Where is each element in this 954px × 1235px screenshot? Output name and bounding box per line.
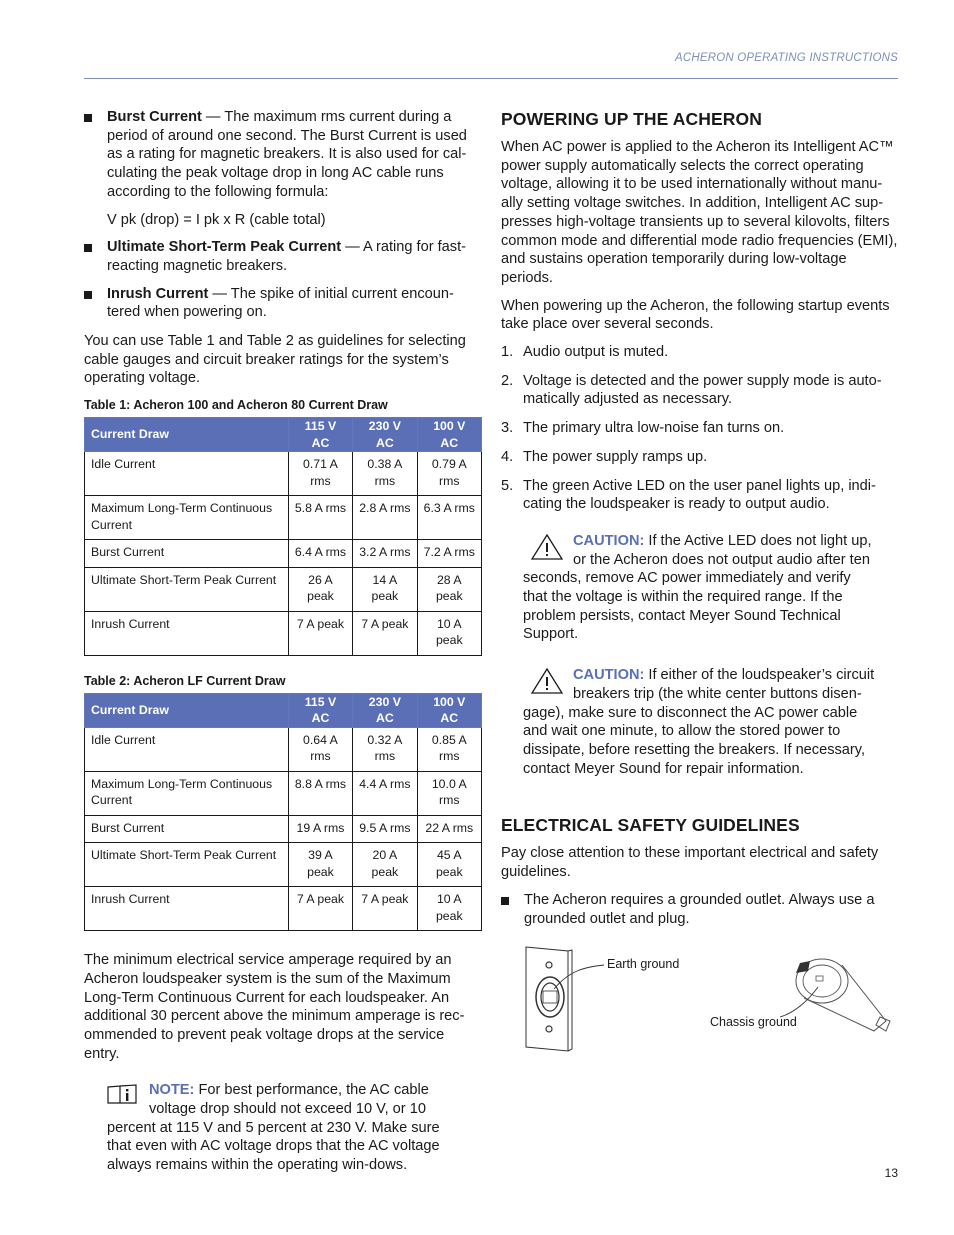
bullet-square-icon (84, 244, 92, 252)
chassis-ground-label: Chassis ground (710, 1015, 797, 1029)
list-item (501, 477, 901, 514)
table-cell: 7 A peak (353, 611, 417, 655)
table-header-cell: Current Draw (85, 693, 289, 727)
table-cell: Burst Current (85, 540, 289, 568)
table1 (84, 417, 482, 656)
note-label: NOTE: (149, 1082, 195, 1099)
earth-ground-label: Earth ground (607, 957, 680, 971)
table-cell: 6.4 A rms (288, 540, 352, 568)
safety-paragraph: Pay close attention to these important electrical and safety guidelines. (501, 845, 879, 881)
table-cell: 20 A peak (353, 843, 417, 887)
table-cell: 0.32 A rms (353, 727, 417, 771)
note-box (107, 1081, 442, 1175)
bullet-square-icon (501, 897, 509, 905)
table-cell: 9.5 A rms (353, 815, 417, 843)
bullet-text: — A rating for fast-reacting magnetic breakers. (107, 239, 467, 274)
table-cell: 28 A peak (417, 567, 481, 611)
powering-heading: POWERING UP THE ACHERON (501, 109, 762, 129)
table-cell: Maximum Long-Term Continuous Current (85, 771, 289, 815)
formula: V pk (drop) = I pk x R (cable total) (107, 211, 326, 228)
table-header-cell: 115 V AC (288, 693, 352, 727)
table2-caption: Table 2: Acheron LF Current Draw (84, 673, 286, 688)
table-header-cell: 230 V AC (353, 693, 417, 727)
step-text: The power supply ramps up. (523, 448, 708, 465)
step-number: 2. (501, 372, 514, 389)
table-cell: 0.85 A rms (417, 727, 481, 771)
table-cell: 0.71 A rms (288, 452, 352, 496)
table-cell: 0.38 A rms (353, 452, 417, 496)
bullet-inrush-current (84, 285, 482, 322)
table-cell: 22 A rms (417, 815, 481, 843)
step-text: Audio output is muted. (523, 344, 669, 361)
table-cell: 10 A peak (417, 887, 481, 931)
table-row (85, 611, 482, 655)
startup-steps-list (501, 343, 901, 514)
grounding-figure (524, 943, 894, 1053)
table-cell: 4.4 A rms (353, 771, 417, 815)
list-item (501, 448, 901, 467)
table-header-cell: 100 V AC (417, 418, 481, 452)
safety-heading: ELECTRICAL SAFETY GUIDELINES (501, 815, 800, 836)
table-cell: Idle Current (85, 452, 289, 496)
table-cell: Maximum Long-Term Continuous Current (85, 496, 289, 540)
table-header-row (85, 418, 482, 452)
step-text: The green Active LED on the user panel lights up, indi-cating the loudspeaker is ready to output audio. (523, 477, 876, 513)
step-text: Voltage is detected and the power supply mode is auto-matically adjusted as necessary. (523, 372, 882, 408)
table-cell: 19 A rms (288, 815, 352, 843)
table-row (85, 771, 482, 815)
warning-triangle-icon (531, 534, 563, 560)
table-header-cell: Current Draw (85, 418, 289, 452)
table-cell: 3.2 A rms (353, 540, 417, 568)
table-row (85, 843, 482, 887)
table-cell: 8.8 A rms (288, 771, 352, 815)
warning-triangle-icon (531, 668, 563, 694)
table-header-cell: 115 V AC (288, 418, 352, 452)
table-row (85, 567, 482, 611)
powering-paragraph-1: When AC power is applied to the Acheron its Intelligent AC™ power supply automatically selects the correct operating voltage, allowing it to be used internationally without manu-ally setting voltage switches. In addition, Intelligent AC sup-presses high-voltage transients up to several kilovolts, filters common mode and differential mode radio frequencies (EMI), and sustains operation temporarily during low-voltage periods. (501, 139, 898, 286)
bullet-term: Ultimate Short-Term Peak Current (107, 239, 342, 256)
table-cell: 0.79 A rms (417, 452, 481, 496)
list-item (501, 343, 901, 362)
table-header-row (85, 693, 482, 727)
step-number: 3. (501, 420, 514, 437)
step-number: 4. (501, 448, 514, 465)
header-rule (84, 78, 898, 79)
step-text: The primary ultra low-noise fan turns on. (523, 420, 785, 437)
table-cell: Ultimate Short-Term Peak Current (85, 567, 289, 611)
table-cell: Ultimate Short-Term Peak Current (85, 843, 289, 887)
caution-text: If either of the loudspeaker’s circuit breakers trip (the white center buttons disen-gage), make sure to disconnect the AC power cable and wait one minute, to allow the stored power to dissipate, before resetting the breakers. If necessary, contact Meyer Sound for repair information. (523, 667, 875, 777)
table-row (85, 887, 482, 931)
table-cell: Burst Current (85, 815, 289, 843)
list-item (501, 419, 901, 438)
bullet-term: Burst Current (107, 109, 202, 125)
table-row (85, 540, 482, 568)
table2 (84, 693, 482, 932)
table-cell: 39 A peak (288, 843, 352, 887)
table-cell: Idle Current (85, 727, 289, 771)
bullet-text: The Acheron requires a grounded outlet. Always use a grounded outlet and plug. (524, 891, 875, 927)
caution-label: CAUTION: (573, 667, 645, 684)
table-header-cell: 230 V AC (353, 418, 417, 452)
caution-text: If the Active LED does not light up, or the Acheron does not output audio after ten seconds, remove AC power immediately and verify that the voltage is within the required range. If the problem persists, contact Meyer Sound Technical Support. (523, 532, 872, 643)
caution-label: CAUTION: (573, 532, 645, 549)
table-cell: 14 A peak (353, 567, 417, 611)
bullet-text: — The spike of initial current encoun-tered when powering on. (107, 285, 454, 321)
table1-caption: Table 1: Acheron 100 and Acheron 80 Current Draw (84, 398, 388, 413)
bullet-square-icon (84, 291, 92, 299)
table-cell: 7 A peak (288, 611, 352, 655)
page-number: 13 (884, 1166, 898, 1180)
caution-box-breakers (523, 666, 875, 778)
caution-box-active-led (523, 532, 875, 644)
bullet-burst-current (84, 108, 482, 202)
note-text: For best performance, the AC cable voltage drop should not exceed 10 V, or 10 percent at 115 V and 5 percent at 230 V. Make sure that even with AC voltage drops that the AC voltage always remains within the operating win-dows. (107, 1082, 440, 1174)
step-number: 1. (501, 344, 514, 361)
tables-intro: You can use Table 1 and Table 2 as guidelines for selecting cable gauges and circuit breaker ratings for the system’s operating voltage. (84, 333, 466, 387)
right-column (501, 108, 901, 937)
table-cell: 5.8 A rms (288, 496, 352, 540)
note-book-icon (107, 1084, 137, 1104)
bullet-term: Inrush Current (107, 285, 209, 302)
min-service-paragraph: The minimum electrical service amperage required by an Acheron loudspeaker system is the sum of the Maximum Long-Term Continuous Current for each loudspeaker. An additional 30 percent above the minimum amperage is rec-ommended to prevent peak voltage drops at the service entry. (84, 952, 465, 1062)
table-cell: 7 A peak (288, 887, 352, 931)
table-cell: 7.2 A rms (417, 540, 481, 568)
table-cell: 6.3 A rms (417, 496, 481, 540)
table-cell: Inrush Current (85, 887, 289, 931)
powering-paragraph-2: When powering up the Acheron, the following startup events take place over several seconds. (501, 297, 890, 333)
table-cell: 0.64 A rms (288, 727, 352, 771)
table-cell: 7 A peak (353, 887, 417, 931)
step-number: 5. (501, 477, 514, 494)
bullet-text: — The maximum rms current during a period of around one second. The Burst Current is used as a rating for magnetic breakers. It is also used for cal-culating the peak voltage drop in long AC cable runs according to the following formula: (107, 109, 467, 200)
table-cell: 10 A peak (417, 611, 481, 655)
outlet-plug-drawing (524, 943, 894, 1053)
table-row (85, 496, 482, 540)
bullet-peak-current (84, 238, 482, 275)
bullet-grounded-outlet (501, 891, 901, 928)
table-cell: Inrush Current (85, 611, 289, 655)
bullet-square-icon (84, 114, 92, 122)
table-row (85, 452, 482, 496)
running-title: ACHERON OPERATING INSTRUCTIONS (674, 52, 898, 64)
table-row (85, 727, 482, 771)
table-cell: 45 A peak (417, 843, 481, 887)
list-item (501, 372, 901, 409)
table-header-cell: 100 V AC (417, 693, 481, 727)
table-cell: 10.0 A rms (417, 771, 481, 815)
table-row (85, 815, 482, 843)
left-column (84, 108, 482, 1175)
table-cell: 26 A peak (288, 567, 352, 611)
table-cell: 2.8 A rms (353, 496, 417, 540)
